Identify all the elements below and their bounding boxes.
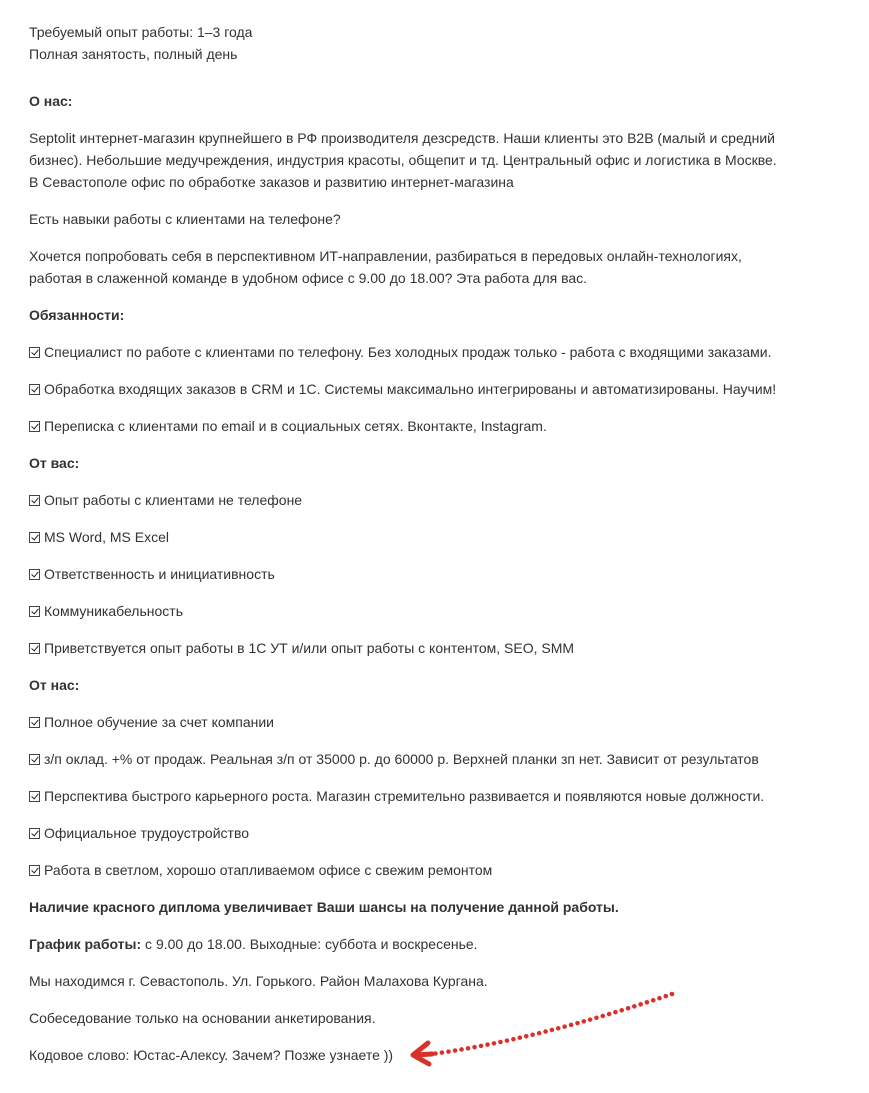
phone-skills-question: Есть навыки работы с клиентами на телефоне? <box>29 211 341 227</box>
offer-item <box>29 860 492 880</box>
duty-item-text: Обработка входящих заказов в CRM и 1С. Системы максимально интегрированы и автоматизированы. Научим! <box>44 381 777 397</box>
duty-item-text: Специалист по работе с клиентами по телефону. Без холодных продаж только - работа с входящими заказами. <box>44 344 772 360</box>
checkbox-icon <box>29 421 40 432</box>
experience-text: Требуемый опыт работы: 1–3 года <box>29 24 253 40</box>
requirement-item-text: MS Word, MS Excel <box>44 529 169 545</box>
arrow-tip <box>414 1054 432 1055</box>
requirement-item <box>29 490 302 510</box>
offer-item-text: з/п оклад. +% от продаж. Реальная з/п от 35000 р. до 60000 р. Верхней планки зп нет. Зависит от результатов <box>44 751 759 767</box>
requirements-heading: От вас: <box>29 455 80 471</box>
offer-item-text: Работа в светлом, хорошо отапливаемом офисе с свежим ремонтом <box>44 862 493 878</box>
schedule-text <box>29 934 478 954</box>
duty-item <box>29 342 772 362</box>
requirement-item <box>29 601 183 621</box>
interview-text: Собеседование только на основании анкетирования. <box>29 1010 376 1026</box>
location-text: Мы находимся г. Севастополь. Ул. Горького. Район Малахова Кургана. <box>29 973 488 989</box>
offer-item <box>29 823 249 843</box>
schedule-value: с 9.00 до 18.00. Выходные: суббота и воскресенье. <box>141 936 478 952</box>
requirement-item <box>29 638 574 658</box>
about-heading: О нас: <box>29 93 73 109</box>
checkbox-icon <box>29 569 40 580</box>
requirement-item <box>29 527 169 547</box>
checkbox-icon <box>29 606 40 617</box>
red-diploma-note: Наличие красного диплома увеличивает Ваши шансы на получение данной работы. <box>29 899 619 915</box>
arrow-head <box>413 1043 429 1064</box>
offer-heading: От нас: <box>29 677 80 693</box>
arrow-shaft <box>432 994 672 1054</box>
about-paragraph-line-3: В Севастополе офис по обработке заказов и развитию интернет-магазина <box>29 174 514 190</box>
offer-item <box>29 712 274 732</box>
requirement-item-text: Ответственность и инициативность <box>44 566 275 582</box>
checkbox-icon <box>29 643 40 654</box>
requirement-item-text: Приветствуется опыт работы в 1С УТ и/или опыт работы с контентом, SEO, SMM <box>44 640 575 656</box>
schedule-label: График работы: <box>29 936 142 952</box>
offer-item-text: Официальное трудоустройство <box>44 825 250 841</box>
checkbox-icon <box>29 828 40 839</box>
checkbox-icon <box>29 717 40 728</box>
about-paragraph-line-2: бизнес). Небольшие медучреждения, индустрия красоты, общепит и тд. Центральный офис и логистика в Москве. <box>29 152 777 168</box>
offer-item <box>29 749 759 769</box>
pitch-line-2: работая в слаженной команде в удобном офисе с 9.00 до 18.00? Эта работа для вас. <box>29 270 588 286</box>
checkbox-icon <box>29 754 40 765</box>
duty-item-text: Переписка с клиентами по email и в социальных сетях. Вконтакте, Instagram. <box>44 418 547 434</box>
duty-item <box>29 379 776 399</box>
code-word-text: Кодовое слово: Юстас-Алексу. Зачем? Позже узнаете )) <box>29 1047 394 1063</box>
employment-text: Полная занятость, полный день <box>29 46 238 62</box>
duties-heading: Обязанности: <box>29 307 125 323</box>
offer-item <box>29 786 764 806</box>
offer-item-text: Полное обучение за счет компании <box>44 714 274 730</box>
pitch-line-1: Хочется попробовать себя в перспективном ИТ-направлении, разбираться в передовых онлайн-технологиях, <box>29 248 742 264</box>
duty-item <box>29 416 547 436</box>
requirement-item <box>29 564 275 584</box>
checkbox-icon <box>29 495 40 506</box>
offer-item-text: Перспектива быстрого карьерного роста. Магазин стремительно развивается и появляются новые должности. <box>44 788 765 804</box>
checkbox-icon <box>29 532 40 543</box>
requirement-item-text: Коммуникабельность <box>44 603 183 619</box>
checkbox-icon <box>29 791 40 802</box>
about-paragraph-line-1: Septolit интернет-магазин крупнейшего в РФ производителя дезсредств. Наши клиенты это B2B (малый и средний <box>29 130 775 146</box>
checkbox-icon <box>29 384 40 395</box>
checkbox-icon <box>29 347 40 358</box>
checkbox-icon <box>29 865 40 876</box>
requirement-item-text: Опыт работы с клиентами не телефоне <box>44 492 303 508</box>
